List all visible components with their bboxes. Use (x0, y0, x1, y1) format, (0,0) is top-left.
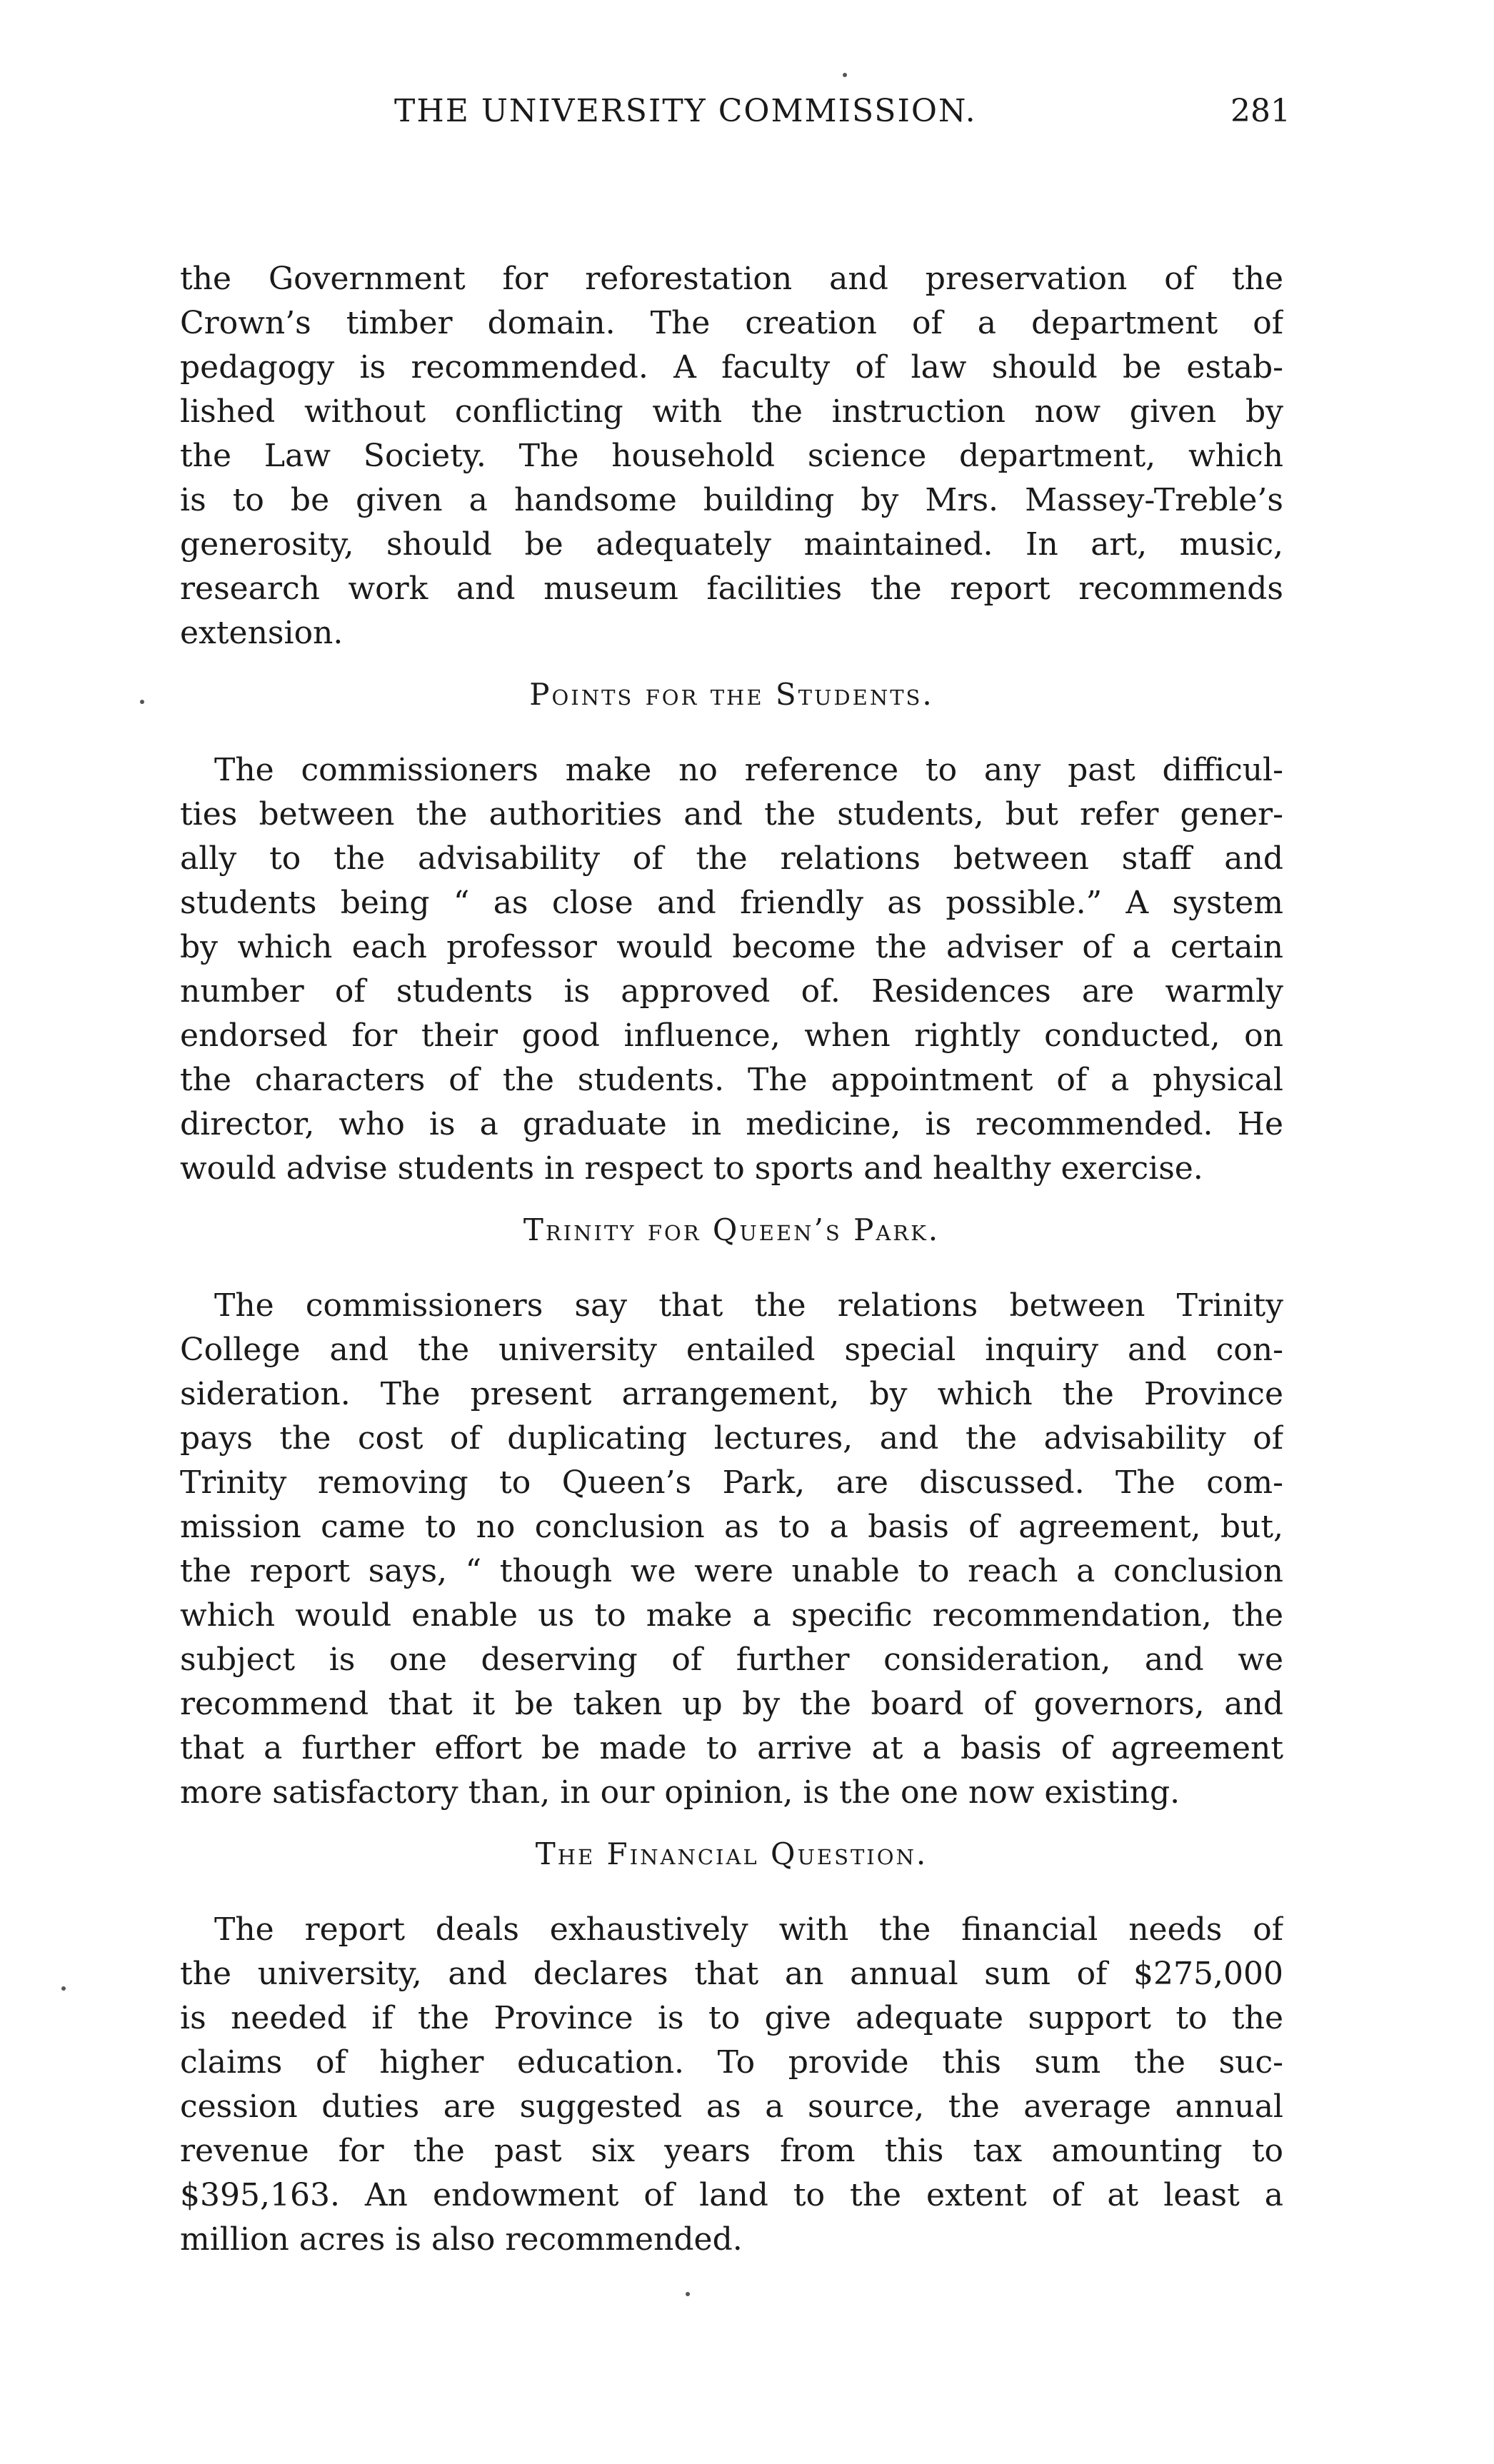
text-line: pays the cost of duplicating lectures, and the advisability of (180, 1420, 1283, 1457)
text-line: sideration. The present arrangement, by which the Province (180, 1376, 1283, 1412)
section-heading: The Financial Question. (535, 1836, 928, 1871)
text-line: ties between the authorities and the students, but refer gener- (180, 796, 1283, 833)
text-line: the Government for reforestation and preservation of the (180, 261, 1283, 297)
paragraph (180, 1284, 1283, 1815)
text-line: claims of higher education. To provide this sum the suc- (180, 2044, 1283, 2081)
text-line: the report says, “ though we were unable to reach a conclusion (180, 1553, 1283, 1589)
paragraph (180, 257, 1283, 655)
running-title: THE UNIVERSITY COMMISSION. (394, 93, 977, 129)
text-line: lished without conflicting with the instruction now given by (180, 393, 1283, 430)
text-line: would advise students in respect to sports and healthy exercise. (180, 1150, 1203, 1187)
text-line: that a further effort be made to arrive at a basis of agreement (180, 1730, 1283, 1766)
text-line: $395,163. An endowment of land to the extent of at least a (180, 2177, 1283, 2213)
text-line: is to be given a handsome building by Mrs. Massey-Treble’s (180, 482, 1283, 518)
page-body (180, 257, 1283, 2262)
text-line: million acres is also recommended. (180, 2221, 743, 2258)
text-line: director, who is a graduate in medicine, is recommended. He (180, 1106, 1283, 1142)
text-line: students being “ as close and friendly as possible.” A system (180, 885, 1283, 921)
text-line: The commissioners make no reference to any past difficul- (214, 752, 1283, 788)
text-line: cession duties are suggested as a source, the average annual (180, 2088, 1283, 2125)
text-line: mission came to no conclusion as to a basis of agreement, but, (180, 1509, 1283, 1545)
text-line: research work and museum facilities the report recommends (180, 570, 1283, 607)
running-head (180, 93, 1290, 143)
text-line: extension. (180, 615, 344, 651)
text-line: subject is one deserving of further consideration, and we (180, 1641, 1283, 1678)
text-line: College and the university entailed special inquiry and con- (180, 1332, 1283, 1368)
speck-mark (140, 700, 144, 704)
text-line: endorsed for their good influence, when rightly conducted, on (180, 1017, 1283, 1054)
section-heading: Points for the Students. (529, 677, 934, 712)
text-line: ally to the advisability of the relations between staff and (180, 840, 1283, 877)
text-line: is needed if the Province is to give adequate support to the (180, 2000, 1283, 2036)
text-line: pedagogy is recommended. A faculty of law should be estab- (180, 349, 1283, 386)
text-line: which would enable us to make a specific recommendation, the (180, 1597, 1283, 1634)
section-heading: Trinity for Queen’s Park. (523, 1212, 941, 1247)
speck-mark (686, 2292, 690, 2296)
text-line: The report deals exhaustively with the financial needs of (214, 1911, 1283, 1948)
text-line: Crown’s timber domain. The creation of a department of (180, 305, 1283, 341)
speck-mark (843, 73, 847, 77)
text-line: the characters of the students. The appointment of a physical (180, 1062, 1283, 1098)
text-line: generosity, should be adequately maintained. In art, music, (180, 526, 1283, 563)
text-line: the Law Society. The household science department, which (180, 438, 1283, 474)
paragraph (180, 748, 1283, 1191)
page-number: 281 (1230, 93, 1290, 129)
text-line: the university, and declares that an annual sum of $275,000 (180, 1956, 1283, 1992)
text-line: number of students is approved of. Residences are warmly (180, 973, 1283, 1010)
text-line: Trinity removing to Queen’s Park, are discussed. The com- (180, 1464, 1283, 1501)
text-line: recommend that it be taken up by the board of governors, and (180, 1686, 1283, 1722)
paragraph (180, 1908, 1283, 2262)
speck-mark (61, 1986, 66, 1991)
text-line: The commissioners say that the relations between Trinity (214, 1287, 1283, 1324)
text-line: by which each professor would become the adviser of a certain (180, 929, 1283, 965)
text-line: revenue for the past six years from this tax amounting to (180, 2133, 1283, 2169)
text-line: more satisfactory than, in our opinion, is the one now existing. (180, 1774, 1180, 1811)
